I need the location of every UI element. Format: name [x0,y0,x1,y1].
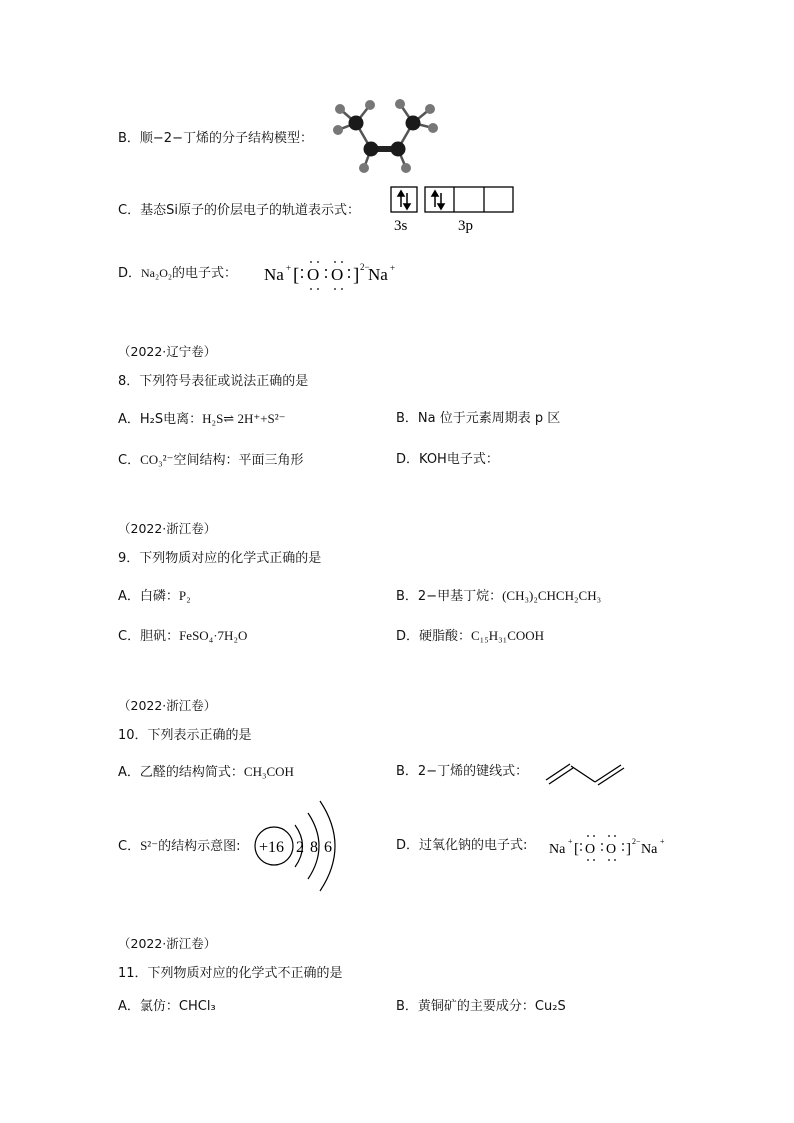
q10-option-a-prefix: A．乙醛的结构简式： [118,765,244,780]
orbital-3s-label: 3s [394,218,408,234]
svg-text:2−: 2− [360,262,370,272]
q7-option-d-suffix: 的电子式： [172,266,238,281]
svg-text:Na: Na [368,265,388,284]
q7-na2o2-electron-formula [262,258,412,294]
q8-option-b: B．Na 位于元素周期表 p 区 [396,411,561,426]
q8-option-d: D．KOH电子式： [396,452,499,467]
q11-option-b-formula: Cu₂S [534,999,566,1014]
q10-option-d-text: D．过氧化钠的电子式: [396,838,528,853]
svg-text:2: 2 [296,839,304,856]
svg-text:8: 8 [310,839,318,856]
svg-text:+: + [568,837,573,846]
q11-option-a [118,999,216,1015]
s2-ion-structure-diagram [254,797,354,895]
q10-option-a-formula: CH₃COH [243,764,294,779]
svg-text:+: + [286,263,292,273]
q10-option-c-suffix: 的结构示意图: [158,839,241,854]
svg-text:Na: Na [641,842,658,857]
q11-option-b [396,999,566,1015]
q10-option-a [118,764,294,781]
q8-option-c-prefix: C． [118,453,141,468]
svg-text:O: O [585,842,596,857]
svg-text:Na: Na [264,265,284,284]
q9-option-a-formula: P₂ [178,588,191,603]
q8-option-c [118,452,303,469]
q7-option-d-label [118,265,237,282]
q9-option-a [118,588,191,605]
q9-option-d-prefix: D．硬脂酸： [396,629,472,644]
q8-option-a [118,411,286,428]
svg-text:+16: +16 [259,839,285,856]
q10-option-b-text: B．2−丁烯的键线式： [396,764,529,779]
q10-source: （2022·浙江卷） [118,698,217,713]
svg-text:Na: Na [549,842,566,857]
q10-skeletal-formula [543,758,629,788]
q8-stem: 8．下列符号表征或说法正确的是 [118,374,309,389]
q8-option-a-prefix: A． [118,412,140,427]
q9-option-c-prefix: C．胆矾： [118,629,180,644]
q9-source: （2022·浙江卷） [118,521,217,536]
q8-option-c-ion: CO₃²⁻ [140,452,174,467]
q9-option-c-formula: FeSO₄·7H₂O [179,628,248,643]
q7-option-d-formula: Na₂O₂ [141,266,173,280]
q11-stem: 11．下列物质对应的化学式不正确的是 [118,966,343,981]
q9-option-b-prefix: B．2−甲基丁烷： [396,589,503,604]
q11-option-b-prefix: B．黄铜矿的主要成分： [396,999,535,1014]
q9-option-b [396,588,601,605]
orbital-3p-label: 3p [458,218,473,234]
svg-text:[: [ [293,265,300,286]
q8-source: （2022·辽宁卷） [118,344,217,359]
q8-option-a-h2s: H₂S电离： [139,412,203,427]
svg-text:2−: 2− [632,837,641,846]
q9-option-b-formula: (CH₃)₂CHCH₂CH₃ [502,588,602,603]
svg-text:O: O [307,265,320,284]
q11-source: （2022·浙江卷） [118,936,217,951]
q10-stem: 10．下列表示正确的是 [118,728,252,743]
q11-option-a-formula: CHCl₃ [178,999,216,1014]
si-orbital-diagram [390,185,520,235]
q10-option-c-prefix: C． [118,839,141,854]
q9-option-c [118,628,247,645]
q10-option-c-ion: S²⁻ [140,838,159,853]
svg-text:O: O [331,265,344,284]
q9-stem: 9．下列物质对应的化学式正确的是 [118,551,322,566]
q8-option-a-equation: H₂S⇌ 2H⁺+S²⁻ [202,411,286,426]
svg-text:+: + [660,837,665,846]
q7-option-c-text: C．基态Si原子的价层电子的轨道表示式： [118,203,360,218]
svg-text:6: 6 [324,839,332,856]
svg-text:O: O [606,842,617,857]
q7-option-d-prefix: D． [118,266,142,281]
q11-option-a-prefix: A．氯仿： [118,999,179,1014]
q10-na2o2-electron-formula [547,832,677,864]
q9-option-d-formula: C₁₅H₃₁COOH [471,628,545,643]
q9-option-d [396,628,544,645]
svg-text:]: ] [353,265,360,286]
svg-text:+: + [390,263,396,273]
svg-text:]: ] [626,841,631,857]
cis-2-butene-model-image [326,96,446,176]
q9-option-a-prefix: A．白磷： [118,589,179,604]
q8-option-c-suffix: 空间结构：平面三角形 [173,453,304,468]
q10-option-c [118,838,240,855]
q7-option-b-text: B．顺−2−丁烯的分子结构模型： [118,131,313,146]
svg-text:[: [ [574,841,579,857]
